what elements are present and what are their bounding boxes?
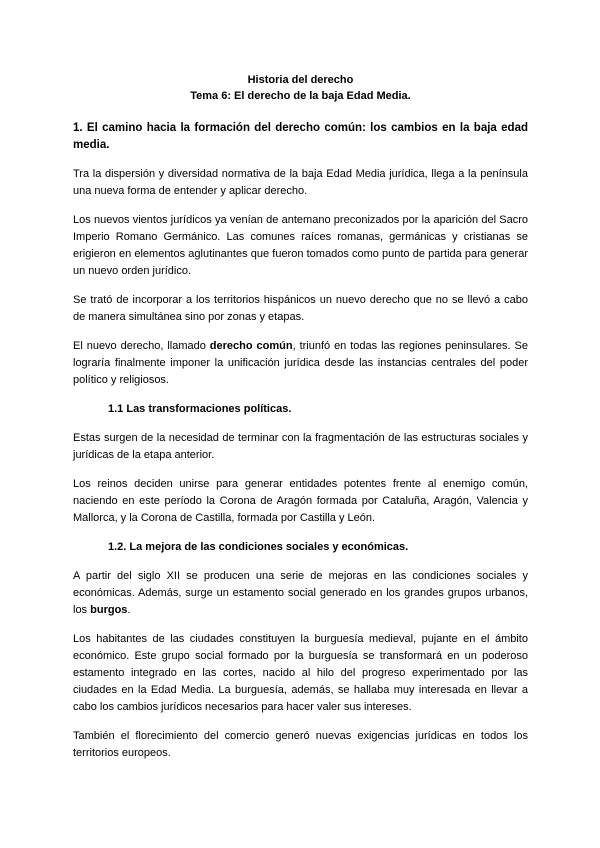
document-title: Historia del derecho	[247, 74, 354, 86]
paragraph: Los reinos deciden unirse para generar entidades potentes frente al enemigo común, naciendo en este período la Corona de Aragón formada por Cataluña, Aragón, Valencia y Mallorca, y la Corona de Castilla, formada por Castilla y León.	[73, 478, 528, 524]
paragraph-derecho-comun	[73, 338, 528, 389]
subsection-heading-1-1: 1.1 Las transformaciones políticas.	[108, 403, 292, 415]
subsection-heading-1-2: 1.2. La mejora de las condiciones sociales y económicas.	[108, 541, 409, 553]
paragraph: Estas surgen de la necesidad de terminar con la fragmentación de las estructuras sociales y jurídicas de la etapa anterior.	[73, 432, 528, 461]
paragraph-text: , triunfó en todas las regiones peninsulares. Se lograría finalmente imponer la unificación jurídica desde las instancias centrales del poder político y religiosos.	[73, 340, 528, 386]
bold-term-derecho-comun: derecho común	[209, 340, 293, 352]
paragraph-burgos	[73, 568, 528, 619]
paragraph-text: A partir del siglo XII se producen una serie de mejoras en las condiciones sociales y económicas. Además, surge un estamento social generado en los grandes grupos urbanos, los	[73, 570, 528, 616]
document-subtitle: Tema 6: El derecho de la baja Edad Media.	[190, 90, 411, 102]
bold-term-burgos: burgos	[90, 604, 128, 616]
paragraph-text: .	[127, 604, 131, 616]
paragraph: Los habitantes de las ciudades constituyen la burguesía medieval, pujante en el ámbito económico. Este grupo social formado por la burguesía se transformará en un poderoso estamento integrado en las cortes, nacido al hilo del progreso experimentado por las ciudades en la Edad Media. La burguesía, además, se hallaba muy interesada en llevar a cabo los cambios jurídicos necesarios para hacer valer sus intereses.	[73, 633, 528, 713]
section-heading-1: 1. El camino hacia la formación del derecho común: los cambios en la baja edad media.	[73, 122, 528, 151]
paragraph: Los nuevos vientos jurídicos ya venían de antemano preconizados por la aparición del Sacro Imperio Romano Germánico. Las comunes raíces romanas, germánicas y cristianas se erigieron en elementos aglutinantes que fueron tomados como punto de partida para generar un nuevo orden jurídico.	[73, 214, 528, 277]
paragraph: Se trató de incorporar a los territorios hispánicos un nuevo derecho que no se llevó a cabo de manera simultánea sino por zonas y etapas.	[73, 294, 528, 323]
document-page	[73, 72, 528, 762]
paragraph-text: El nuevo derecho, llamado	[73, 340, 210, 352]
paragraph: Tra la dispersión y diversidad normativa de la baja Edad Media jurídica, llega a la península una nueva forma de entender y aplicar derecho.	[73, 168, 528, 197]
paragraph: También el florecimiento del comercio generó nuevas exigencias jurídicas en todos los territorios europeos.	[73, 730, 528, 759]
